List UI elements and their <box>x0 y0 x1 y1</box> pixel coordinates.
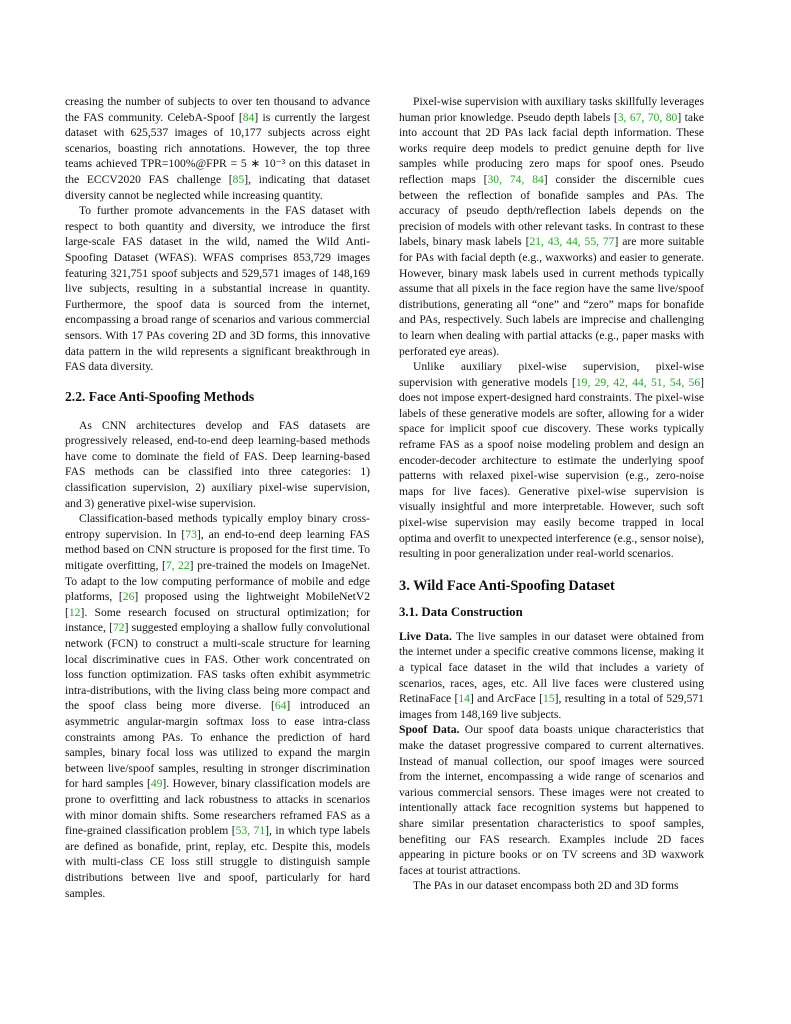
live-data-heading: Live Data. <box>399 629 452 643</box>
section-heading-wild-fas-dataset: 3. Wild Face Anti-Spoofing Dataset <box>399 577 615 594</box>
paragraph-spoof-data <box>399 722 704 878</box>
spoof-data-heading: Spoof Data. <box>399 723 460 737</box>
paragraph-classification-methods: Classification-based methods typically employ binary cross-entropy supervision. In [73], an end-to-end deep learning FAS method based on CNN structure is proposed for the first time. To mitigate overfitting, [7, 22] pre-trained the models on ImageNet. To adapt to the low computing performance of mobile and edge platforms, [26] proposed using the lightweight MobileNetV2 [12]. Some research focused on structural optimization; for instance, [72] suggested employing a shallow fully convolutional network (FCN) to construct a multi-scale structure for learning local discriminative cues in FAS. Other work concentrated on loss function optimization. FAS tasks often exhibit asymmetric intra-distributions, with the living class being more compact and the spoof class being more diverse. [64] introduced an asymmetric angular-margin softmax loss to ease intra-class constraints among PAs. To enhance the prediction of hard samples, binary focal loss was utilized to expand the margin between live/spoof samples, resulting in stronger discrimination for hard samples [49]. However, binary classification models are prone to overfitting and lack robustness to attacks in scenarios with minor domain shifts. Some researchers reframed FAS as a fine-grained classification problem [53, 71], in which type labels are defined as bonafide, print, replay, etc. Despite this, models with multi-class CE loss still struggle to distinguish sample distributions between live and spoof, particularly for hard samples. <box>65 512 371 900</box>
paragraph-auxiliary-supervision: Pixel-wise supervision with auxiliary tasks skillfully leverages human prior knowledge. Pseudo depth labels [3, 67, 70, 80] take into account that 2D PAs lack facial depth information. These works require deep models to predict genuine depth for live samples while producing zero maps for spoof ones. Pseudo reflection maps [30, 74, 84] consider the discernible cues between the reflection of bonafide samples and PAs. The accuracy of pseudo depth/reflection labels depends on the precision of models with other relevant tasks. In contrast to these labels, binary mask labels [21, 43, 44, 55, 77] are more suitable for PAs with facial depth (e.g., waxworks) and easier to generate. However, binary mask labels used in current methods typically assume that all pixels in the face region have the same live/spoof distributions, generating all “one” and “zero” maps for bonafide and PAs, respectively. Such labels are imprecise and challenging to learn when dealing with partial attacks (e.g., paper masks with perforated eye areas). <box>399 95 705 358</box>
paragraph-celeba-spoof: creasing the number of subjects to over ten thousand to advance the FAS community. CelebA-Spoof [84] is currently the largest dataset with 625,537 images of 10,177 subjects across eight scenarios, boasting rich annotations. However, the top three teams achieved TPR=100%@FPR = 5 ∗ 10⁻³ on this dataset in the ECCV2020 FAS challenge [85], indicating that dataset diversity cannot be neglected while increasing quantity. <box>65 95 370 202</box>
paragraph-generative-supervision: Unlike auxiliary pixel-wise supervision, pixel-wise supervision with generative models [19, 29, 42, 44, 51, 54, 56] does not impose expert-designed hard constraints. The pixel-wise labels of these generative models are softer, allowing for a wider space for implicit spoof cue discovery. These works typically reframe FAS as a spoof noise modeling problem and design an encoder-decoder architecture to estimate the underlying spoof patterns with relaxed pixel-wise supervision (e.g., zero-noise maps for live faces). Generative pixel-wise supervision is visually insightful and more interpretable. However, such soft pixel-wise supervision may easily become trapped in local optima and overfit to unexpected interference (e.g., sensor noise), resulting in poor generalization under real-world scenarios. <box>399 360 704 561</box>
paragraph-pa-forms: The PAs in our dataset encompass both 2D and 3D forms <box>413 879 679 893</box>
subsection-heading-data-construction: 3.1. Data Construction <box>399 604 523 619</box>
spoof-data-text: Our spoof data boasts unique characteristics that make the dataset progressive compared to current alternatives. Instead of manual collection, our spoof images were sourced from the internet, encompassing a wide range of scenarios and various commercial sensors. These images were not created to intentionally attack face recognition systems but happened to share similar presentation characteristics to spoof samples, benefiting our FAS research. Examples include 2D faces appearing in picture books or on TV screens and 3D waxwork faces at tourist attractions. <box>399 723 704 877</box>
left-column <box>65 94 370 901</box>
live-data-text: The live samples in our dataset were obtained from the internet under a specific creative commons license, making it a typical face dataset in the wild that includes a variety of scenarios, races, ages, etc. All live faces were clustered using RetinaFace [14] and ArcFace [15], resulting in a total of 529,571 images from 148,169 live subjects. <box>399 629 704 721</box>
paragraph-live-data <box>399 629 704 723</box>
right-column <box>399 94 704 894</box>
section-heading-fas-methods: 2.2. Face Anti-Spoofing Methods <box>65 388 255 404</box>
paragraph-method-categories: As CNN architectures develop and FAS datasets are progressively released, end-to-end deep learning-based methods have come to dominate the field of FAS. Deep learning-based FAS methods can be classified into three categories: 1) classification supervision, 2) auxiliary pixel-wise supervision, and 3) generative pixel-wise supervision. <box>65 418 370 510</box>
paragraph-wfas-intro: To further promote advancements in the FAS dataset with respect to both quantity and diversity, we introduce the first large-scale FAS dataset in the wild, named the Wild Anti-Spoofing Dataset (WFAS). WFAS comprises 853,729 images featuring 321,751 spoof subjects and 529,571 images of 148,169 live subjects, resulting in a substantial increase in quantity. Furthermore, the spoof data is sourced from the internet, encompassing a broad range of scenarios and various commercial sensors. With 17 PAs covering 2D and 3D forms, this innovative data pattern in the wild represents a significant breakthrough in FAS data diversity. <box>65 204 370 374</box>
